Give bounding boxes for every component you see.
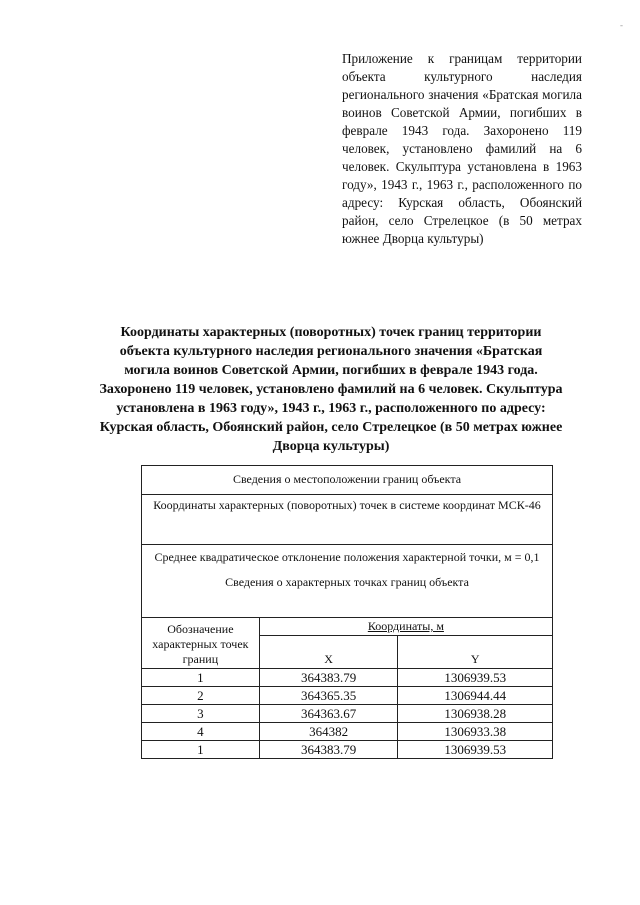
x-coordinate-cell: 364363.67 — [259, 705, 398, 723]
table-row — [142, 705, 553, 723]
appendix-note: Приложение к границам территории объекта культурного наследия регионального значения «Братская могила воинов Советской Армии, погибших в феврале 1943 года. Захоронено 119 человек, установлено фамилий на 6 человек. Скульптура установлена в 1963 году», 1943 г., 1963 г., расположенного по адресу: Курская область, Обоянский район, село Стрелецкое (в 50 метрах южнее Дворца культуры) — [342, 51, 582, 246]
corner-mark: - — [620, 20, 623, 30]
table-row — [142, 669, 553, 687]
y-coordinate-cell: 1306944.44 — [398, 687, 553, 705]
col-x-header: X — [259, 636, 398, 669]
table-row-column-headers — [142, 618, 553, 636]
point-number-cell: 2 — [142, 687, 260, 705]
document-heading: Координаты характерных (поворотных) точек границ территории объекта культурного наследия регионального значения «Братская могила воинов Советской Армии, погибших в феврале 1943 года. Захоронено 119 человек, установлено фамилий на 6 человек. Скульптура установлена в 1963 году», 1943 г., 1963 г., расположенного по адресу: Курская область, Обоянский район, село Стрелецкое (в 50 метрах южнее Дворца культуры) — [99, 325, 563, 454]
table-row — [142, 687, 553, 705]
table-row — [142, 741, 553, 759]
table-row-location-header — [142, 466, 553, 495]
table-row-coord-system — [142, 495, 553, 545]
col-coordinates-header: Координаты, м — [259, 618, 552, 636]
x-coordinate-cell: 364365.35 — [259, 687, 398, 705]
y-coordinate-cell: 1306933.38 — [398, 723, 553, 741]
table-row — [142, 723, 553, 741]
points-header-text: Сведения о характерных точках границ объекта — [225, 575, 469, 589]
boundary-coordinates-table — [141, 465, 553, 759]
point-number-cell: 1 — [142, 669, 260, 687]
point-number-cell: 3 — [142, 705, 260, 723]
point-number-cell: 4 — [142, 723, 260, 741]
sq-deviation-text: Среднее квадратическое отклонение положения характерной точки, м = 0,1 — [154, 550, 540, 564]
x-coordinate-cell: 364383.79 — [259, 669, 398, 687]
boundary-table-wrapper — [141, 465, 553, 759]
x-coordinate-cell: 364383.79 — [259, 741, 398, 759]
y-coordinate-cell: 1306938.28 — [398, 705, 553, 723]
y-coordinate-cell: 1306939.53 — [398, 669, 553, 687]
deviation-cell — [142, 545, 553, 618]
col-y-header: Y — [398, 636, 553, 669]
y-coordinate-cell: 1306939.53 — [398, 741, 553, 759]
col-designation-header: Обозначение характерных точек границ — [142, 618, 260, 669]
x-coordinate-cell: 364382 — [259, 723, 398, 741]
point-number-cell: 1 — [142, 741, 260, 759]
table-row-deviation — [142, 545, 553, 618]
location-header-cell: Сведения о местоположении границ объекта — [142, 466, 553, 495]
coord-system-cell: Координаты характерных (поворотных) точек в системе координат МСК-46 — [142, 495, 553, 545]
